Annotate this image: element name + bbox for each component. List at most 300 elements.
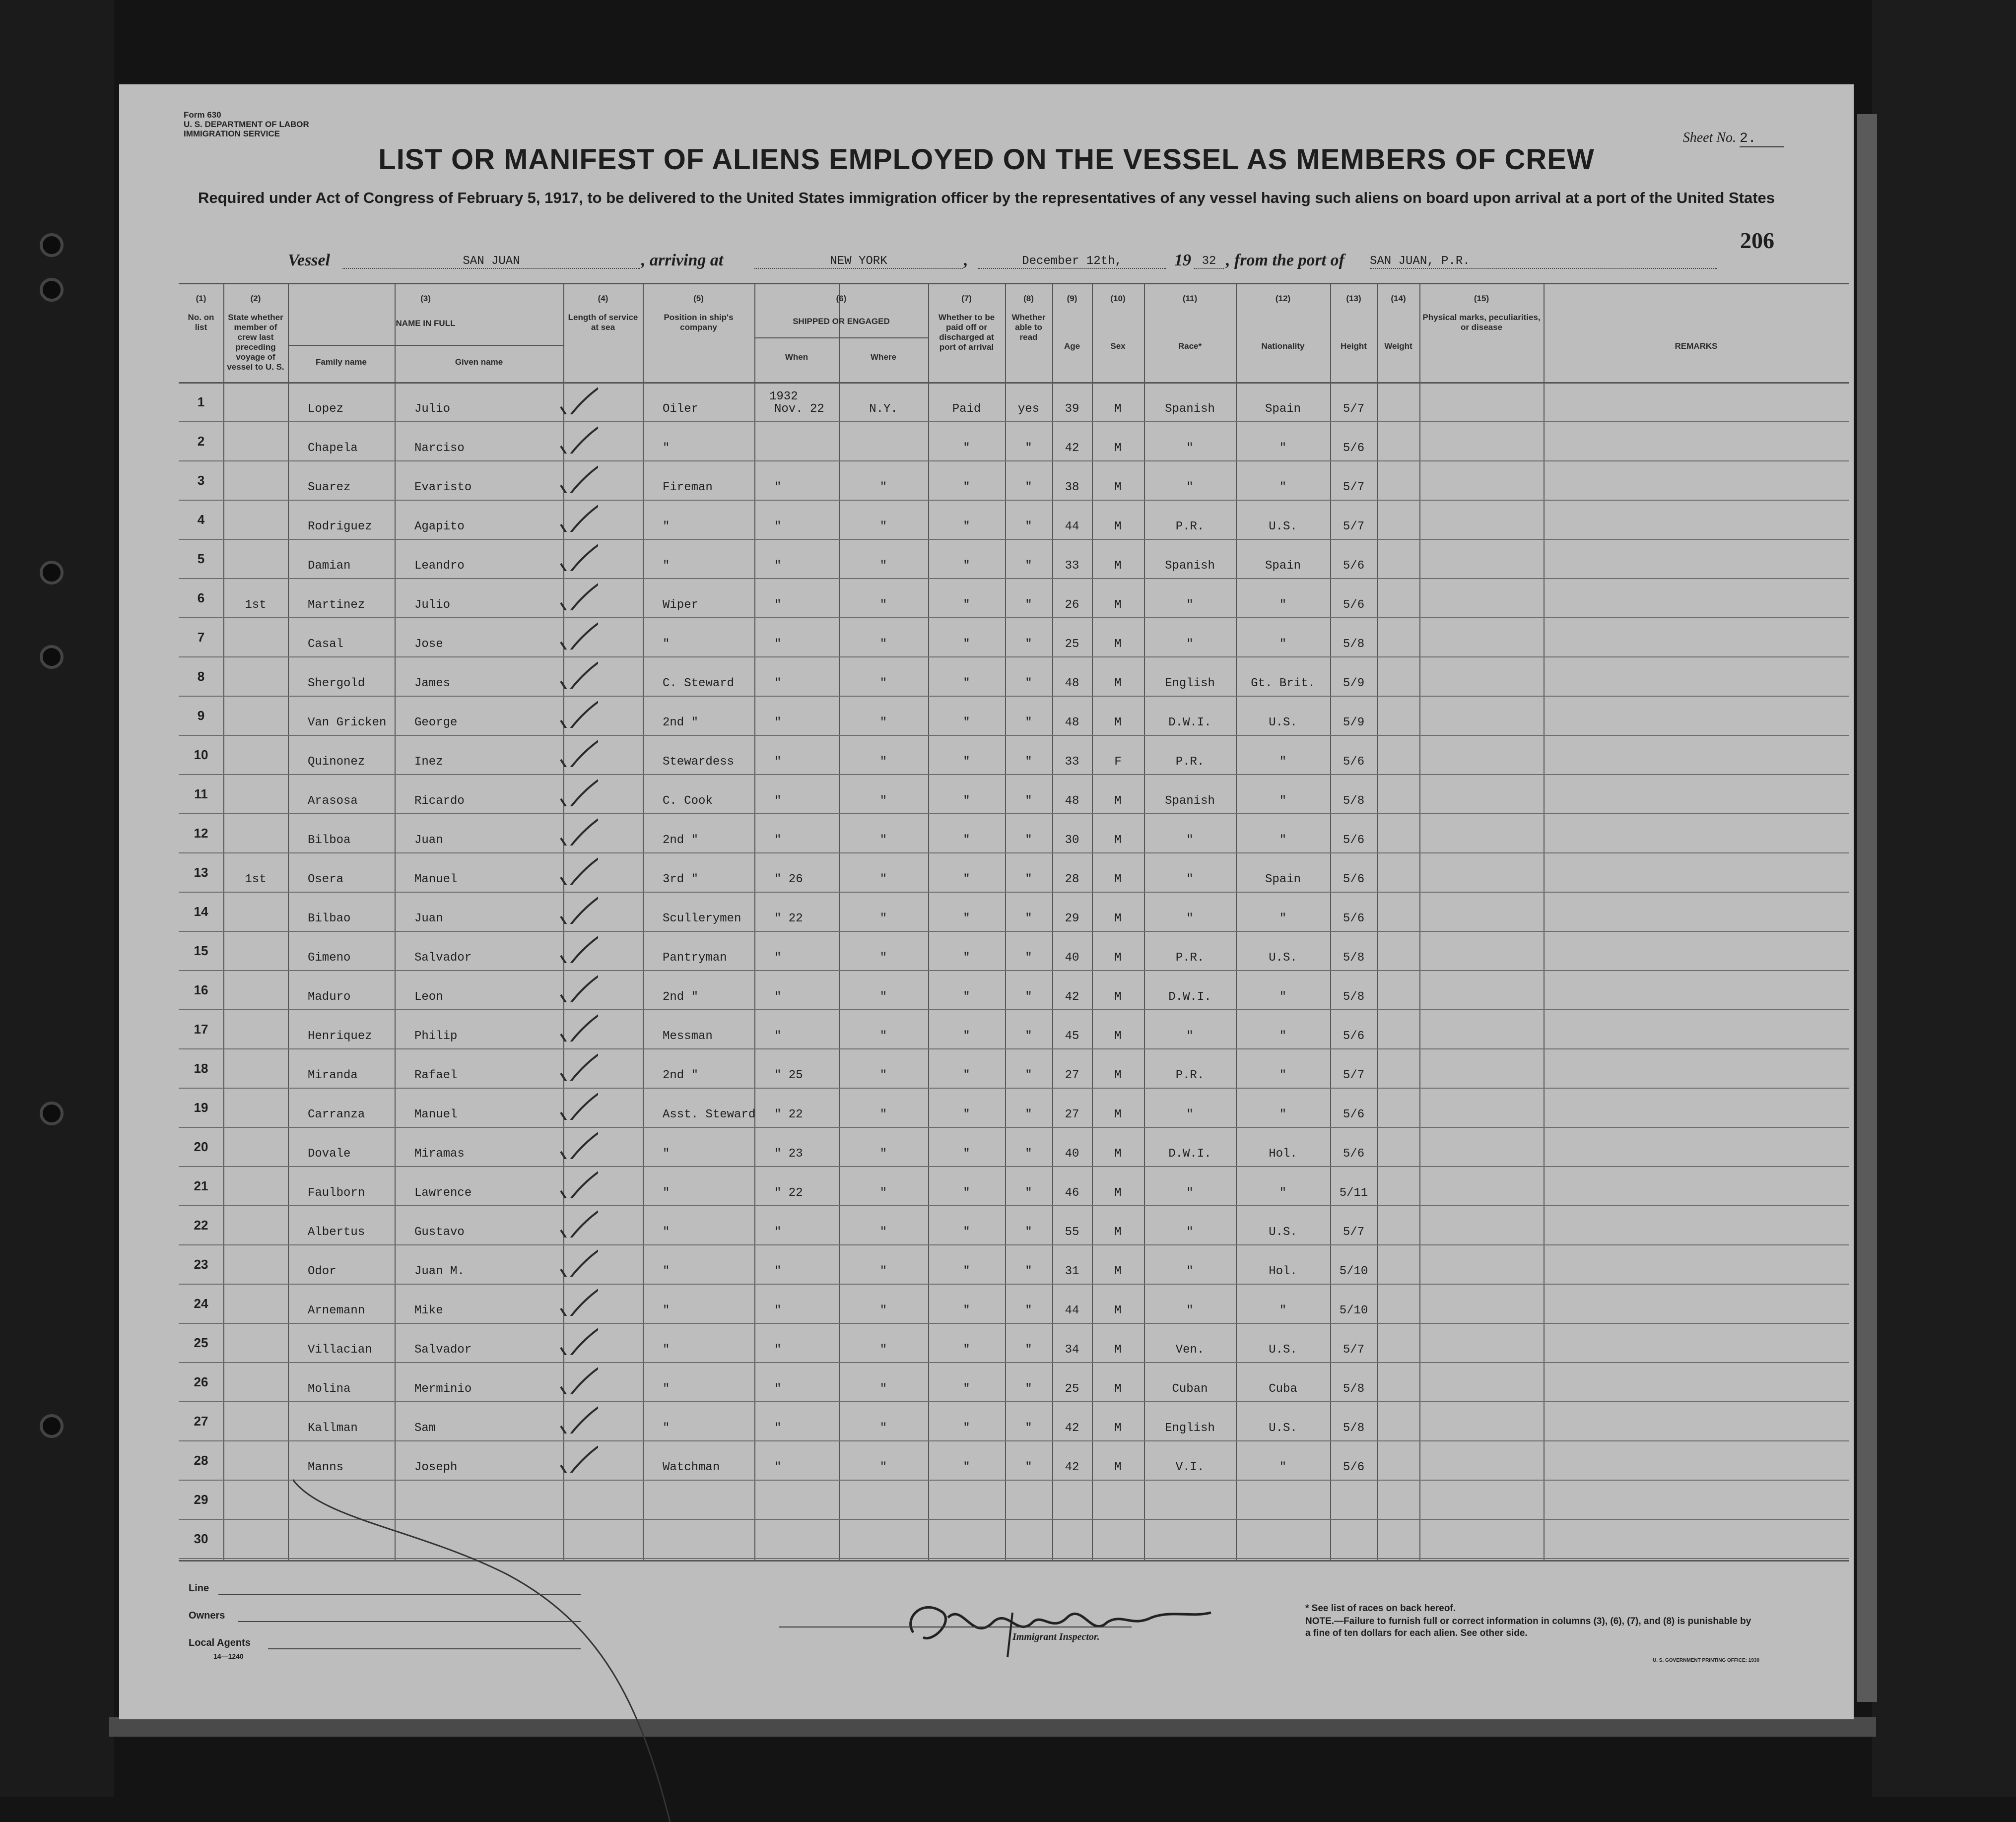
cell-sex: M: [1114, 1422, 1122, 1435]
header-c2: State whether member of crew last preceding voyage of vessel to U. S.: [227, 313, 284, 372]
cell-paid: ": [963, 834, 970, 847]
cell-read: ": [1025, 755, 1032, 769]
cell-position: Wiper: [663, 598, 699, 612]
cell-given: Juan M.: [414, 1265, 465, 1278]
service-check-mark: [553, 928, 598, 963]
cell-where: ": [879, 481, 887, 494]
cell-position: Fireman: [663, 481, 713, 494]
cell-read: ": [1025, 1265, 1032, 1278]
year-prefix: 19: [1174, 251, 1191, 269]
cell-where: ": [879, 873, 887, 886]
cell-family: Damian: [308, 559, 351, 573]
cell-read: ": [1025, 677, 1032, 690]
cell-age: 46: [1065, 1186, 1079, 1200]
cell-nationality: Cuba: [1269, 1382, 1297, 1396]
cell-where: ": [879, 794, 887, 808]
cell-read: ": [1025, 1226, 1032, 1239]
cell-height: 5/9: [1343, 677, 1365, 690]
row-number: 2: [197, 434, 205, 449]
service-check-mark: [553, 654, 598, 689]
cell-position: ": [663, 1226, 670, 1239]
row-number: 18: [194, 1061, 208, 1076]
cell-when: ": [774, 481, 782, 494]
cell-height: 5/6: [1343, 1461, 1365, 1474]
column-rule: [754, 283, 755, 1562]
cell-family: Bilbao: [308, 912, 351, 925]
cell-height: 5/8: [1343, 794, 1365, 808]
cell-when: ": [774, 638, 782, 651]
cell-position: ": [663, 638, 670, 651]
row-number: 20: [194, 1139, 208, 1154]
cell-given: Juan: [414, 834, 443, 847]
cell-family: Molina: [308, 1382, 351, 1396]
cell-height: 5/6: [1343, 1108, 1365, 1121]
service-check-mark: [553, 380, 598, 414]
cell-age: 42: [1065, 990, 1079, 1004]
cell-sex: M: [1114, 1069, 1122, 1082]
cell-given: Manuel: [414, 873, 458, 886]
row-number: 19: [194, 1100, 208, 1115]
binder-right-edge: [1872, 0, 2016, 1797]
cell-position: 3rd ": [663, 873, 699, 886]
cell-given: Inez: [414, 755, 443, 769]
table-row-rule: [179, 617, 1849, 618]
cell-where: ": [879, 1422, 887, 1435]
crew-table: [179, 283, 1849, 1562]
cell-sex: [1092, 1539, 1144, 1554]
cell-prev: [223, 1303, 288, 1318]
cell-paid: ": [963, 990, 970, 1004]
cell-family: Lopez: [308, 402, 344, 416]
table-row-rule: [179, 1009, 1849, 1010]
service-check-mark: [553, 1281, 598, 1316]
cell-given: Merminio: [414, 1382, 472, 1396]
cell-read: ": [1025, 990, 1032, 1004]
vessel-line: Vessel SAN JUAN , arriving at NEW YORK , December 12th, 19 32 , from the port of SAN JUAN, P.R.: [288, 243, 1737, 273]
cell-when: ": [774, 1226, 782, 1239]
header-c8-number: (8): [1023, 294, 1034, 303]
cell-position: ": [663, 1265, 670, 1278]
header-c6a: When: [785, 352, 808, 362]
cell-where: ": [879, 990, 887, 1004]
cell-read: [1005, 1539, 1052, 1554]
cell-where: ": [879, 1382, 887, 1396]
cell-paid: [928, 1539, 1005, 1554]
cell-age: 31: [1065, 1265, 1079, 1278]
cell-when: ": [774, 755, 782, 769]
cell-nationality: ": [1279, 912, 1287, 925]
cell-prev: [223, 441, 288, 456]
cell-race: Cuban: [1172, 1382, 1208, 1396]
cell-given: Leon: [414, 990, 443, 1004]
table-row-rule: [179, 1284, 1849, 1285]
service-check-mark: [553, 1203, 598, 1237]
cell-height: 5/6: [1343, 834, 1365, 847]
service-check-mark: [553, 497, 598, 532]
row-number: 6: [197, 590, 205, 605]
row-number: 28: [194, 1453, 208, 1468]
cell-nationality: ": [1279, 990, 1287, 1004]
year-note: 1932: [769, 390, 798, 403]
cell-prev: [223, 1186, 288, 1201]
cell-race: ": [1186, 638, 1194, 651]
service-check-mark: [553, 850, 598, 885]
cell-height: 5/7: [1343, 1343, 1365, 1357]
cell-race: D.W.I.: [1168, 716, 1211, 729]
cell-position: ": [663, 1422, 670, 1435]
header-c1-number: (1): [196, 294, 206, 303]
row-number: 29: [194, 1492, 208, 1507]
stacked-page-edges: [1857, 114, 1877, 1702]
cell-given: Manuel: [414, 1108, 458, 1121]
cell-nationality: Spain: [1265, 873, 1301, 886]
cell-family: Manns: [308, 1461, 344, 1474]
cell-nationality: ": [1279, 755, 1287, 769]
row-number: 8: [197, 669, 205, 684]
cell-sex: M: [1114, 402, 1122, 416]
cell-read: ": [1025, 1030, 1032, 1043]
cell-prev: [223, 951, 288, 966]
table-row-rule: [179, 1166, 1849, 1167]
cell-when: ": [774, 1382, 782, 1396]
cell-height: 5/6: [1343, 442, 1365, 455]
races-note: * See list of races on back hereof.: [1305, 1603, 1456, 1614]
service-check-mark: [553, 1124, 598, 1159]
cell-given: Jose: [414, 638, 443, 651]
cell-read: ": [1025, 481, 1032, 494]
header-c12: Nationality: [1261, 341, 1305, 351]
table-row-rule: [179, 813, 1849, 814]
cell-age: 39: [1065, 402, 1079, 416]
cell-nationality: ": [1279, 638, 1287, 651]
cell-paid: ": [963, 442, 970, 455]
header-c8: Whether able to read: [1011, 313, 1046, 342]
punch-hole: [40, 645, 64, 669]
header-c5: Position in ship's company: [664, 313, 734, 332]
cell-sex: M: [1114, 873, 1122, 886]
cell-sex: M: [1114, 442, 1122, 455]
cell-prev: [223, 716, 288, 730]
cell-race: English: [1165, 677, 1215, 690]
service-check-mark: [553, 1399, 598, 1433]
table-row-rule: [179, 1362, 1849, 1363]
inspector-signature: [893, 1583, 1271, 1672]
service-check-mark: [553, 1046, 598, 1081]
cell-given: Ricardo: [414, 794, 465, 808]
cell-age: 25: [1065, 1382, 1079, 1396]
cell-given: Narciso: [414, 442, 465, 455]
cell-nationality: [1236, 1499, 1330, 1514]
row-number: 26: [194, 1374, 208, 1389]
cell-nationality: U.S.: [1269, 1226, 1297, 1239]
cell-height: 5/9: [1343, 716, 1365, 729]
header-c15-number: (15): [1474, 294, 1489, 303]
cell-paid: ": [963, 1304, 970, 1317]
cell-prev: [223, 794, 288, 809]
cell-height: 5/8: [1343, 1422, 1365, 1435]
cell-family: Rodriguez: [308, 520, 372, 533]
cell-given: Leandro: [414, 559, 465, 573]
cell-age: 27: [1065, 1069, 1079, 1082]
table-row-rule: [179, 1127, 1849, 1128]
cell-where: ": [879, 1343, 887, 1357]
cell-position: Scullerymen: [663, 912, 741, 925]
row-number: 7: [197, 630, 205, 645]
cell-when: " 26: [774, 873, 803, 886]
cell-paid: ": [963, 1265, 970, 1278]
header-c10-number: (10): [1110, 294, 1126, 303]
cell-given: Juan: [414, 912, 443, 925]
cell-paid: ": [963, 1422, 970, 1435]
departure-port: SAN JUAN, P.R.: [1370, 255, 1717, 269]
cell-family: Bilboa: [308, 834, 351, 847]
header-c14: Weight: [1384, 341, 1412, 351]
cell-paid: ": [963, 1030, 970, 1043]
cell-family: Chapela: [308, 442, 358, 455]
inspector-label: Immigrant Inspector.: [1012, 1631, 1100, 1642]
punch-hole: [40, 278, 64, 302]
cell-read: ": [1025, 1343, 1032, 1357]
cell-race: English: [1165, 1422, 1215, 1435]
cell-sex: M: [1114, 1108, 1122, 1121]
header-c3b: Given name: [455, 357, 503, 367]
cell-position: ": [663, 1382, 670, 1396]
cell-nationality: ": [1279, 1304, 1287, 1317]
printing-office: U. S. GOVERNMENT PRINTING OFFICE: 1930: [1653, 1658, 1760, 1663]
agents-code: 14—1240: [213, 1652, 244, 1660]
cell-height: 5/11: [1339, 1186, 1368, 1200]
cell-age: [1052, 1539, 1092, 1554]
cell-where: ": [879, 1461, 887, 1474]
cell-when: " 22: [774, 1186, 803, 1200]
cell-position: ": [663, 1186, 670, 1200]
cell-family: Suarez: [308, 481, 351, 494]
cell-read: ": [1025, 442, 1032, 455]
cell-where: ": [879, 834, 887, 847]
cell-prev: [223, 1107, 288, 1122]
cell-read: ": [1025, 834, 1032, 847]
cell-prev: [223, 1029, 288, 1044]
row-number: 16: [194, 982, 208, 997]
cell-paid: ": [963, 598, 970, 612]
cell-read: ": [1025, 1422, 1032, 1435]
cell-family: Kallman: [308, 1422, 358, 1435]
cell-prev: [223, 911, 288, 926]
line-underline: [218, 1594, 581, 1595]
header-c3a: Family name: [316, 357, 367, 367]
cell-sex: M: [1114, 1226, 1122, 1239]
cell-paid: ": [963, 716, 970, 729]
cell-given: Salvador: [414, 951, 472, 965]
cell-where: ": [879, 559, 887, 573]
cell-paid: ": [963, 638, 970, 651]
cell-paid: ": [963, 481, 970, 494]
cell-where: ": [879, 1030, 887, 1043]
cell-prev: [223, 637, 288, 652]
cell-age: 40: [1065, 1147, 1079, 1161]
cell-nationality: Spain: [1265, 559, 1301, 573]
cell-paid: ": [963, 1108, 970, 1121]
cell-nationality: [1236, 1539, 1330, 1554]
cell-where: ": [879, 1265, 887, 1278]
column-rule: [1419, 283, 1420, 1562]
cell-age: 30: [1065, 834, 1079, 847]
cell-when: " 25: [774, 1069, 803, 1082]
cell-sex: M: [1114, 1186, 1122, 1200]
cell-height: 5/6: [1343, 1147, 1365, 1161]
header-remarks: REMARKS: [1675, 341, 1718, 351]
cell-family: Miranda: [308, 1069, 358, 1082]
cell-when: ": [774, 598, 782, 612]
service-check-mark: [553, 693, 598, 728]
cell-race: ": [1186, 1265, 1194, 1278]
cell-when: " 22: [774, 912, 803, 925]
header-c3-number: (3): [420, 294, 431, 303]
cell-prev: 1st: [245, 598, 267, 612]
cell-position: 2nd ": [663, 1069, 699, 1082]
row-number: 5: [197, 551, 205, 566]
punch-hole: [40, 561, 64, 585]
row-number: 13: [194, 865, 208, 880]
row-number: 30: [194, 1531, 208, 1546]
cell-where: ": [879, 755, 887, 769]
table-row-rule: [179, 1088, 1849, 1089]
cell-when: " 23: [774, 1147, 803, 1161]
cell-nationality: Hol.: [1269, 1147, 1297, 1161]
row-number: 23: [194, 1257, 208, 1272]
cell-sex: M: [1114, 1461, 1122, 1474]
cell-age: 44: [1065, 1304, 1079, 1317]
cell-sex: M: [1114, 1304, 1122, 1317]
cell-nationality: ": [1279, 1461, 1287, 1474]
cell-height: 5/7: [1343, 520, 1365, 533]
penalty-note: NOTE.—Failure to furnish full or correct information in columns (3), (6), (7), and (8) is punishable by a fine of ten dollars for each alien. See other side.: [1305, 1616, 1751, 1638]
cell-when: ": [774, 990, 782, 1004]
cell-height: 5/7: [1343, 1226, 1365, 1239]
cell-position: Watchman: [663, 1461, 720, 1474]
table-top-rule: [179, 283, 1849, 284]
cell-height: 5/8: [1343, 951, 1365, 965]
cell-sex: M: [1114, 990, 1122, 1004]
service-check-mark: [553, 536, 598, 571]
punch-hole: [40, 233, 64, 257]
cell-where: ": [879, 638, 887, 651]
table-row-rule: [179, 970, 1849, 971]
cell-where: ": [879, 1226, 887, 1239]
cell-given: Rafael: [414, 1069, 458, 1082]
punch-hole: [40, 1414, 64, 1438]
service-check-mark: [553, 615, 598, 650]
cell-prev: [223, 1147, 288, 1162]
row-number: 27: [194, 1414, 208, 1429]
cell-position: Stewardess: [663, 755, 735, 769]
cell-family: Maduro: [308, 990, 351, 1004]
cell-age: 33: [1065, 755, 1079, 769]
cell-prev: [223, 1225, 288, 1240]
cell-family: Van Gricken: [308, 716, 387, 729]
agents-label: Local Agents: [189, 1637, 251, 1648]
cell-read: ": [1025, 1108, 1032, 1121]
cell-sex: M: [1114, 520, 1122, 533]
cell-sex: M: [1114, 677, 1122, 690]
cell-sex: M: [1114, 598, 1122, 612]
cell-given: Lawrence: [414, 1186, 472, 1200]
cell-nationality: ": [1279, 1030, 1287, 1043]
cell-nationality: U.S.: [1269, 1343, 1297, 1357]
cell-nationality: ": [1279, 1069, 1287, 1082]
cell-read: ": [1025, 794, 1032, 808]
cell-race: ": [1186, 1226, 1194, 1239]
table-row-rule: [179, 1323, 1849, 1324]
cell-nationality: Spain: [1265, 402, 1301, 416]
cell-where: ": [879, 520, 887, 533]
service-check-mark: [553, 1438, 598, 1473]
header-c13-number: (13): [1346, 294, 1361, 303]
cell-nationality: U.S.: [1269, 520, 1297, 533]
service-check-mark: [553, 419, 598, 454]
table-row-rule: [179, 500, 1849, 501]
cell-where: [839, 441, 928, 456]
cell-sex: M: [1114, 834, 1122, 847]
cell-when: ": [774, 1422, 782, 1435]
cell-prev: [223, 559, 288, 574]
cell-paid: ": [963, 1147, 970, 1161]
row-number: 1: [197, 394, 205, 409]
cell-where: ": [879, 912, 887, 925]
cell-height: 5/8: [1343, 990, 1365, 1004]
cell-race: P.R.: [1175, 755, 1205, 769]
service-check-mark: [553, 1085, 598, 1120]
header-c1: No. on list: [188, 313, 214, 332]
cell-when: Nov. 22: [774, 402, 824, 416]
cell-height: 5/6: [1343, 912, 1365, 925]
cell-family: Henriquez: [308, 1030, 372, 1043]
cell-nationality: U.S.: [1269, 1422, 1297, 1435]
cell-race: Spanish: [1165, 794, 1215, 808]
cell-where: ": [879, 598, 887, 612]
column-rule: [1544, 283, 1545, 1562]
cell-position: ": [663, 1304, 670, 1317]
cell-paid: ": [963, 677, 970, 690]
cell-age: 38: [1065, 481, 1079, 494]
cell-height: 5/10: [1339, 1265, 1368, 1278]
cell-age: 42: [1065, 1461, 1079, 1474]
cell-paid: ": [963, 794, 970, 808]
cell-paid: ": [963, 559, 970, 573]
cell-when: ": [774, 520, 782, 533]
cell-sex: M: [1114, 559, 1122, 573]
cell-prev: [223, 520, 288, 534]
header-c6b: Where: [871, 352, 896, 362]
cell-given: Philip: [414, 1030, 458, 1043]
arrival-year: 32: [1194, 255, 1224, 269]
cell-nationality: Hol.: [1269, 1265, 1297, 1278]
cell-height: 5/8: [1343, 638, 1365, 651]
row-number: 22: [194, 1218, 208, 1233]
cell-race: ": [1186, 834, 1194, 847]
cell-when: ": [774, 1343, 782, 1357]
cell-race: ": [1186, 598, 1194, 612]
cell-when: ": [774, 559, 782, 573]
cell-read: ": [1025, 1382, 1032, 1396]
cell-read: ": [1025, 1186, 1032, 1200]
cell-given: Mike: [414, 1304, 443, 1317]
cell-age: 29: [1065, 912, 1079, 925]
cell-prev: [223, 1499, 288, 1514]
table-row-rule: [179, 931, 1849, 932]
cell-family: Quinonez: [308, 755, 365, 769]
cell-where: ": [879, 951, 887, 965]
